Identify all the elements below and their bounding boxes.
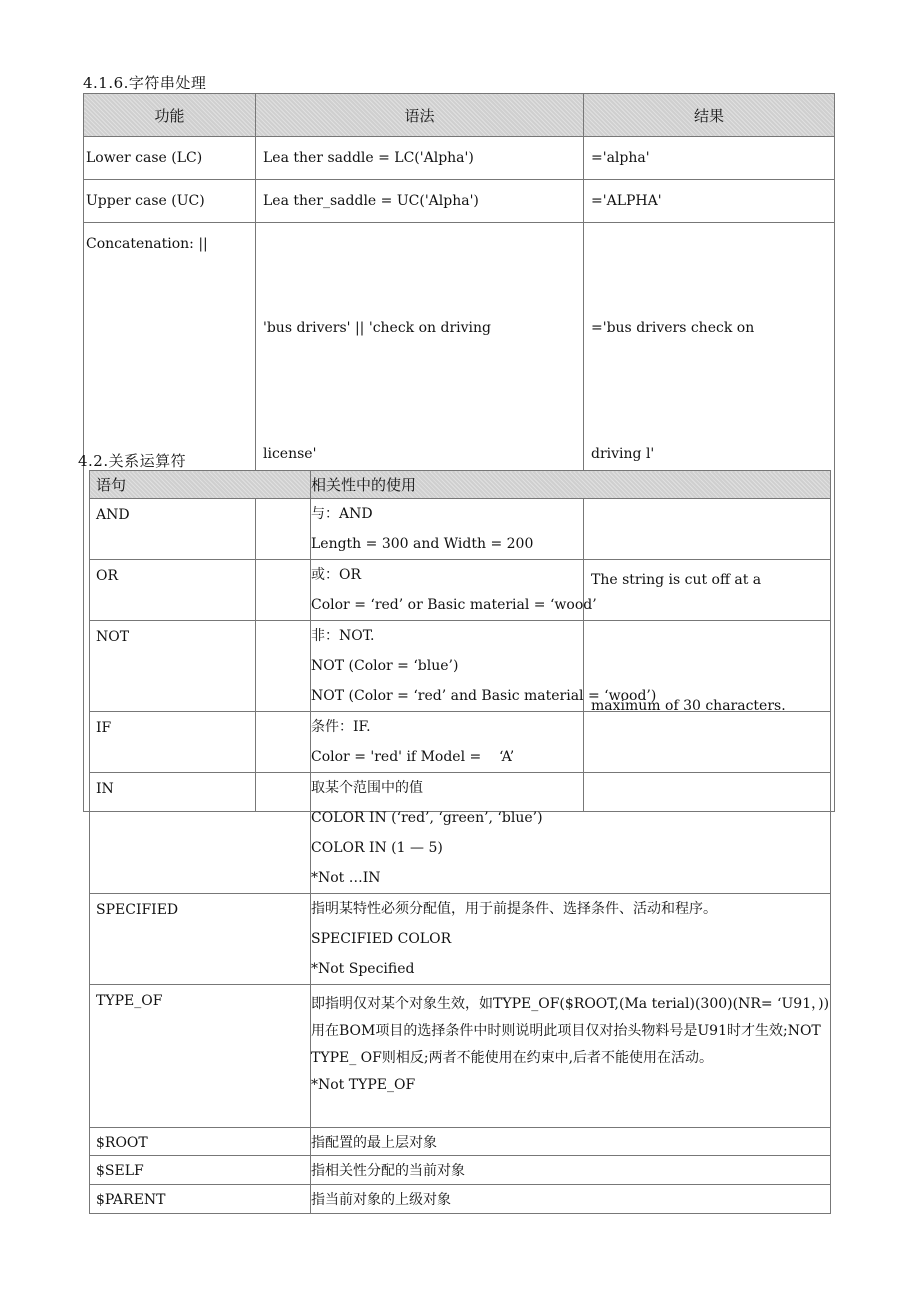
usage-cell <box>311 773 831 894</box>
section-heading-relational-operators: 4.2.关系运算符 <box>78 452 187 470</box>
header-function: 功能 <box>84 94 256 137</box>
usage-line: *Not TYPE_OF <box>311 1077 416 1093</box>
table-row <box>90 712 831 773</box>
statement-cell <box>90 560 311 621</box>
table-row <box>90 1156 831 1185</box>
syntax-cell: Lea ther saddle = LC('Alpha') <box>256 137 584 180</box>
statement-cell <box>90 1185 311 1214</box>
table-row <box>90 894 831 985</box>
table-row <box>84 180 835 223</box>
statement-cell <box>90 1128 311 1156</box>
function-cell: Lower case (LC) <box>84 137 256 180</box>
usage-line: Color = 'red' if Model = ‘A’ <box>311 749 515 765</box>
relational-operators-table <box>89 470 831 1214</box>
table-row <box>90 1128 831 1156</box>
statement-cell <box>90 712 311 773</box>
section-heading-string-processing: 4.1.6.字符串处理 <box>83 74 207 92</box>
result-line: maximum of 30 characters. <box>591 698 786 714</box>
statement-cell <box>90 773 311 894</box>
header-statement: 语句 <box>90 471 311 499</box>
statement-text: $SELF <box>96 1163 144 1179</box>
statement-text: IN <box>96 781 114 797</box>
usage-line: COLOR IN (1 — 5) <box>311 840 443 856</box>
statement-text: TYPE_OF <box>96 993 163 1009</box>
usage-cell <box>311 985 831 1128</box>
usage-line: 指相关性分配的当前对象 <box>311 1163 465 1179</box>
usage-line: 指当前对象的上级对象 <box>311 1192 451 1208</box>
result-cell: ='ALPHA' <box>584 180 835 223</box>
usage-line: NOT (Color = ‘red’ and Basic material = ‘wood’) <box>311 688 657 704</box>
usage-line: 与：AND <box>311 506 373 522</box>
usage-cell <box>311 621 831 712</box>
header-result: 结果 <box>584 94 835 137</box>
result-line: ='bus drivers check on <box>591 320 755 336</box>
usage-cell <box>311 499 831 560</box>
statement-cell <box>90 621 311 712</box>
usage-line: 条件：IF. <box>311 719 371 735</box>
usage-line: 取某个范围中的值 <box>311 780 423 796</box>
result-cell: ='alpha' <box>584 137 835 180</box>
statement-cell <box>90 894 311 985</box>
table-row <box>84 137 835 180</box>
table-row <box>90 560 831 621</box>
statement-text: $ROOT <box>96 1135 148 1151</box>
usage-cell <box>311 894 831 985</box>
statement-text: OR <box>96 568 119 584</box>
usage-paragraph: 即指明仅对某个对象生效，如TYPE_OF($ROOT,(Ma terial)(300)(NR= ‘U91，))用在BOM项目的选择条件中时则说明此项目仅对抬头物料号是U91时才生效;NOT TYPE_ OF则相反;两者不能使用在约束中,后者不能使用在活动。 <box>311 996 830 1066</box>
statement-text: SPECIFIED <box>96 902 179 918</box>
usage-line: 指配置的最上层对象 <box>311 1135 437 1151</box>
header-usage: 相关性中的使用 <box>311 471 831 499</box>
result-line: driving l' <box>591 446 655 462</box>
function-cell: Concatenation: || <box>84 223 256 812</box>
result-line: The string is cut off at a <box>591 572 762 588</box>
table-row <box>90 621 831 712</box>
usage-line: *Not …IN <box>311 870 381 886</box>
usage-line: NOT (Color = ‘blue’) <box>311 658 459 674</box>
function-cell: Upper case (UC) <box>84 180 256 223</box>
statement-text: $PARENT <box>96 1192 166 1208</box>
syntax-line: 'bus drivers' || 'check on driving <box>263 320 492 336</box>
table-row <box>90 985 831 1128</box>
usage-cell <box>311 560 831 621</box>
usage-line: Length = 300 and Width = 200 <box>311 536 534 552</box>
statement-text: IF <box>96 720 112 736</box>
statement-text: NOT <box>96 629 130 645</box>
usage-cell <box>311 1156 831 1185</box>
usage-line: Color = ‘red’ or Basic material = ‘wood’ <box>311 597 597 613</box>
statement-cell <box>90 499 311 560</box>
syntax-cell: Lea ther_saddle = UC('Alpha') <box>256 180 584 223</box>
statement-text: AND <box>96 507 130 523</box>
table-header-row <box>90 471 831 499</box>
usage-line: 或：OR <box>311 567 362 583</box>
syntax-line: license' <box>263 446 317 462</box>
usage-cell <box>311 1185 831 1214</box>
usage-line: SPECIFIED COLOR <box>311 931 452 947</box>
table-row <box>90 499 831 560</box>
table-header-row <box>84 94 835 137</box>
statement-cell <box>90 1156 311 1185</box>
usage-cell <box>311 712 831 773</box>
usage-line: 非：NOT. <box>311 628 375 644</box>
table-row <box>90 773 831 894</box>
usage-line: *Not Specified <box>311 961 415 977</box>
usage-line: 指明某特性必须分配值，用于前提条件、选择条件、活动和程序。 <box>311 901 717 917</box>
usage-line: COLOR IN (‘red’, ‘green’, ‘blue’) <box>311 810 543 826</box>
usage-cell <box>311 1128 831 1156</box>
header-syntax: 语法 <box>256 94 584 137</box>
statement-cell <box>90 985 311 1128</box>
table-row <box>90 1185 831 1214</box>
